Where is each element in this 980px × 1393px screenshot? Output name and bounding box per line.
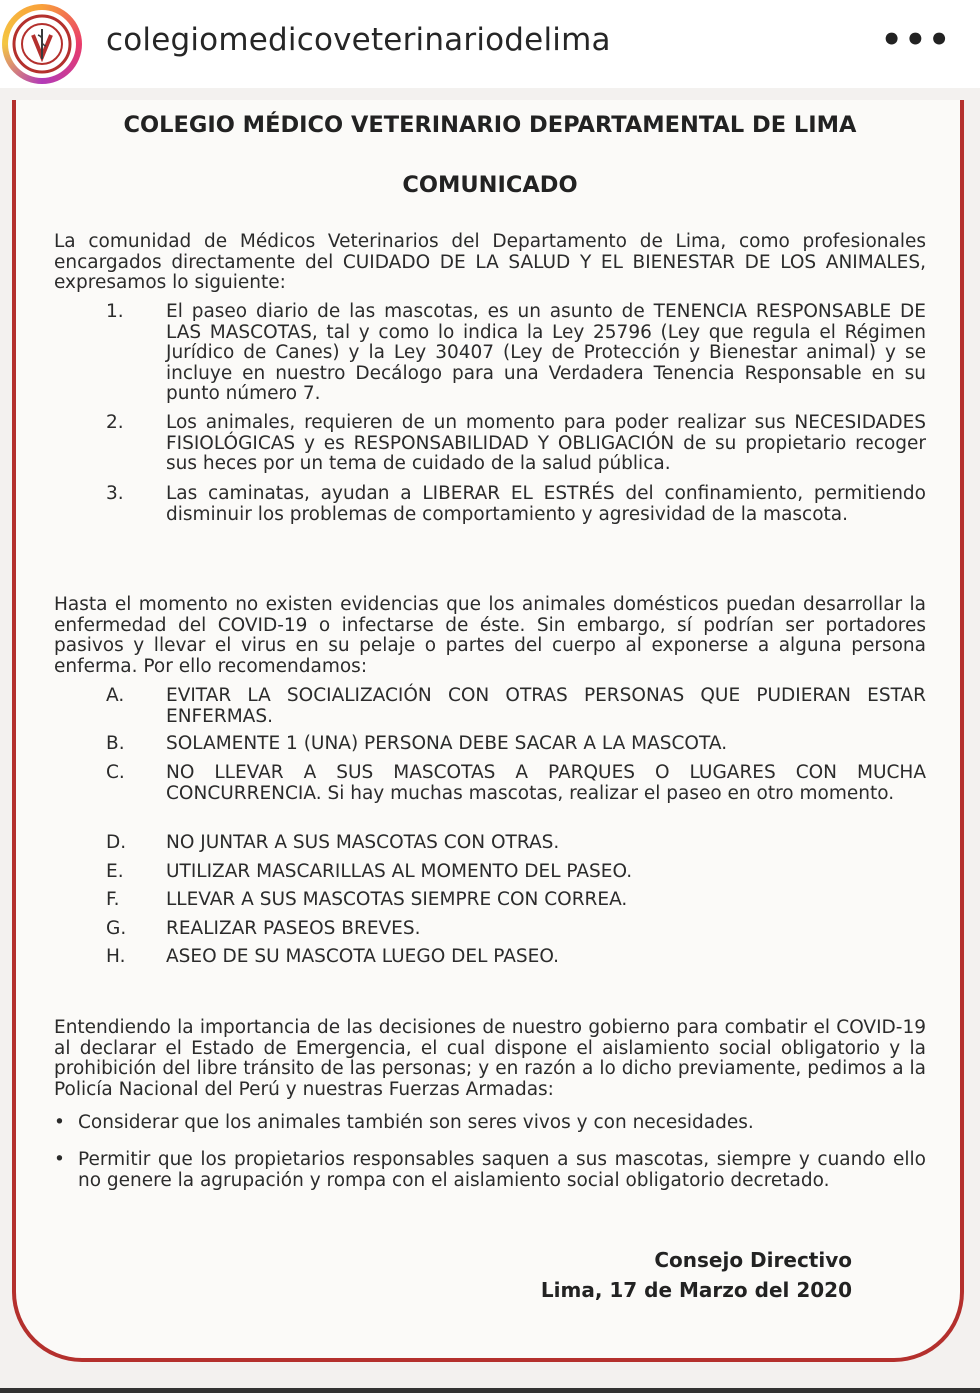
item-text: REALIZAR PASEOS BREVES. bbox=[166, 918, 421, 939]
item-letter: D. bbox=[106, 832, 127, 853]
item-text: ASEO DE SU MASCOTA LUEGO DEL PASEO. bbox=[166, 946, 560, 967]
signature: Consejo Directivo bbox=[654, 1248, 852, 1272]
item-letter: G. bbox=[106, 918, 127, 939]
item-text: UTILIZAR MASCARILLAS AL MOMENTO DEL PASEO. bbox=[166, 861, 633, 882]
item-text: SOLAMENTE 1 (UNA) PERSONA DEBE SACAR A LA MASCOTA. bbox=[166, 733, 728, 754]
covid-paragraph: Hasta el momento no existen evidencias que los animales domésticos puedan desarrollar la enfermedad del COVID-19 o infectarse de éste. Sin embargo, sí podrían ser portadores pasivos y llevar el virus en su pelaje o partes del cuerpo al exponerse a alguna persona enferma. Por ello recomendamos: bbox=[54, 594, 926, 677]
item-text: LLEVAR A SUS MASCOTAS SIEMPRE CON CORREA. bbox=[166, 889, 628, 910]
item-letter: E. bbox=[106, 861, 124, 882]
item-text: NO LLEVAR A SUS MASCOTAS A PARQUES O LUGARES CON MUCHA CONCURRENCIA. Si hay muchas mascotas, realizar el paseo en otro momento. bbox=[166, 762, 926, 804]
government-paragraph: Entendiendo la importancia de las decisiones de nuestro gobierno para combatir el COVID-19 al declarar el Estado de Emergencia, el cual dispone el aislamiento social obligatorio y la prohibición del libre tránsito de las personas; y en razón a lo dicho previamente, pedimos a la Policía Nacional del Perú y nuestras Fuerzas Armadas: bbox=[54, 1017, 926, 1100]
item-number: 2. bbox=[106, 412, 124, 433]
item-text: El paseo diario de las mascotas, es un asunto de TENENCIA RESPONSABLE DE LAS MASCOTAS, tal y como lo indica la Ley 25796 (Ley que regula el Régimen Jurídico de Canes) y la Ley 30407 (Ley de Protección y Bienestar animal) y se incluye en nuestro Decálogo para una Verdadera Tenencia Responsable en su punto número 7. bbox=[166, 301, 926, 404]
item-text: EVITAR LA SOCIALIZACIÓN CON OTRAS PERSONAS QUE PUDIERAN ESTAR ENFERMAS. bbox=[166, 685, 926, 727]
bullet-mark: • bbox=[54, 1112, 65, 1133]
item-letter: B. bbox=[106, 733, 125, 754]
document-subtitle: COMUNICADO bbox=[402, 172, 578, 198]
item-letter: A. bbox=[106, 685, 125, 706]
item-text: Las caminatas, ayudan a LIBERAR EL ESTRÉS del confinamiento, permitiendo disminuir los problemas de comportamiento y agresividad de la mascota. bbox=[166, 483, 926, 525]
item-number: 3. bbox=[106, 483, 124, 504]
bullet-mark: • bbox=[54, 1149, 65, 1170]
intro-paragraph: La comunidad de Médicos Veterinarios del Departamento de Lima, como profesionales encargados directamente del CUIDADO DE LA SALUD Y EL BIENESTAR DE LOS ANIMALES, expresamos lo siguiente: bbox=[54, 231, 926, 293]
item-text: NO JUNTAR A SUS MASCOTAS CON OTRAS. bbox=[166, 832, 560, 853]
post-header bbox=[0, 0, 980, 88]
item-number: 1. bbox=[106, 301, 124, 322]
post-image bbox=[0, 88, 980, 1388]
bottom-divider bbox=[0, 1388, 980, 1393]
item-letter: F. bbox=[106, 889, 120, 910]
account-username[interactable]: colegiomedicoveterinariodelima bbox=[106, 22, 611, 58]
bullet-text: Considerar que los animales también son seres vivos y con necesidades. bbox=[78, 1112, 754, 1133]
document-date: Lima, 17 de Marzo del 2020 bbox=[540, 1278, 852, 1302]
item-text: Los animales, requieren de un momento para poder realizar sus NECESIDADES FISIOLÓGICAS y es RESPONSABILIDAD Y OBLIGACIÓN de su propietario recoger sus heces por un tema de cuidado de la salud pública. bbox=[166, 412, 926, 474]
bullet-text: Permitir que los propietarios responsables saquen a sus mascotas, siempre y cuando ello no genere la agrupación y rompa con el aislamiento social obligatorio decretado. bbox=[78, 1149, 926, 1191]
document-title: COLEGIO MÉDICO VETERINARIO DEPARTAMENTAL DE LIMA bbox=[123, 112, 857, 138]
item-letter: C. bbox=[106, 762, 125, 783]
more-options-icon[interactable]: ••• bbox=[880, 20, 952, 60]
item-letter: H. bbox=[106, 946, 126, 967]
profile-avatar[interactable] bbox=[2, 4, 82, 84]
veterinary-logo-icon bbox=[8, 10, 76, 78]
